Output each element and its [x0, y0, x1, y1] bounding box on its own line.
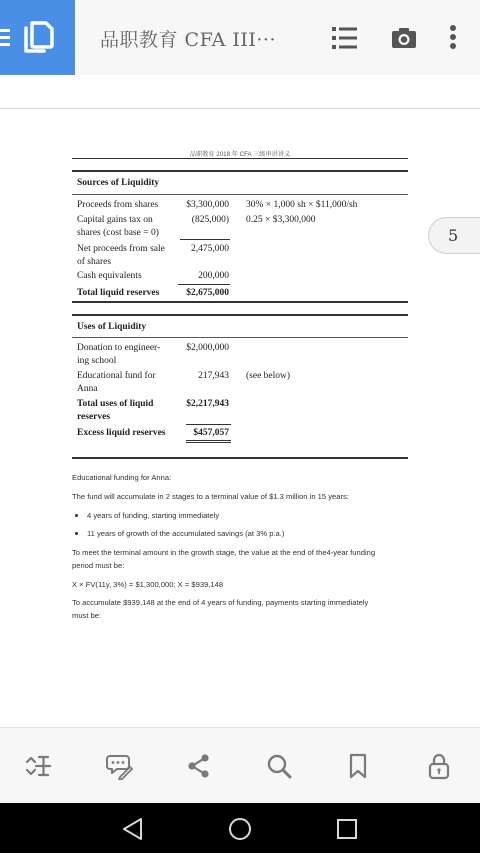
table-row-label: Cash equivalents [77, 271, 142, 281]
notes-bullet: 4 years of funding, starting immediately [87, 511, 220, 520]
table-total-label: Total liquid reserves [77, 288, 160, 298]
recents-button[interactable] [334, 816, 360, 842]
excess-double-rule [186, 440, 231, 441]
table-row-amount: $2,000,000 [186, 343, 229, 353]
back-icon [120, 816, 146, 842]
notes-growth: To meet the terminal amount in the growth stage, the value at the end of the4-year funding period must be: [72, 548, 376, 570]
bullet-dot [75, 514, 78, 517]
table-row-amount: 200,000 [198, 271, 229, 281]
table-row-amount: 217,943 [198, 371, 229, 381]
table-header-rule [72, 194, 408, 195]
camera-button[interactable] [390, 26, 418, 50]
home-button[interactable] [227, 816, 253, 842]
page-number-badge[interactable] [428, 217, 480, 254]
bookmark-button[interactable] [344, 752, 372, 780]
page-number: 5 [448, 226, 459, 245]
document-viewport[interactable] [0, 109, 480, 727]
ocr-scan-button[interactable] [24, 752, 52, 780]
notes-bullet: 11 years of growth of the accumulated savings (at 3% p.a.) [87, 529, 285, 538]
table-row-label: Capital gains tax on shares (cost base = 0) [77, 215, 159, 238]
search-button[interactable] [265, 752, 293, 780]
table-row-amount: 2,475,000 [191, 244, 229, 254]
table-row-note: 0.25 × $3,300,000 [246, 215, 316, 225]
table-row-label: Net proceeds from sale of shares [77, 244, 165, 267]
document-list-button[interactable] [0, 0, 75, 75]
share-button[interactable] [185, 752, 213, 780]
table-row-amount: (825,000) [191, 215, 229, 225]
home-icon [227, 816, 253, 842]
table-total-amount: $2,217,943 [186, 399, 229, 409]
table-total-amount: $2,675,000 [186, 288, 229, 298]
camera-icon [390, 26, 418, 50]
table-bottom-rule [72, 301, 408, 303]
ocr-scan-icon [24, 752, 52, 780]
excess-label: Excess liquid reserves [77, 428, 166, 438]
table-bottom-rule [72, 457, 408, 459]
sources-title: Sources of Liquidity [77, 178, 160, 188]
lock-button[interactable] [425, 752, 453, 780]
notes-equation: X × FV(11y, 3%) = $1,300,000; X = $939,148 [72, 580, 224, 589]
list-icon [329, 23, 361, 53]
app-top-bar [0, 0, 480, 75]
table-row-label: Donation to engineer- ing school [77, 343, 161, 366]
excess-amount: $457,057 [193, 428, 229, 438]
bullet-dot [75, 532, 78, 535]
table-total-label: Total uses of liquid reserves [77, 399, 154, 422]
table-row-note: (see below) [246, 371, 291, 381]
notes-heading: Educational funding for Anna: [72, 473, 172, 482]
notes-intro: The fund will accumulate in 2 stages to a terminal value of $1.3 million in 15 years: [72, 492, 349, 501]
recents-icon [334, 816, 360, 842]
table-row-note: 30% × 1,000 sh × $11,000/sh [246, 200, 358, 210]
search-icon [265, 752, 293, 780]
table-row-label: Proceeds from shares [77, 200, 159, 210]
more-vertical-icon [445, 23, 461, 53]
document-copy-icon [20, 18, 56, 58]
menu-icon [0, 29, 12, 47]
lock-icon [425, 752, 453, 780]
excess-double-rule [186, 442, 231, 443]
subtotal-rule [178, 284, 230, 285]
table-top-rule [72, 314, 408, 316]
table-row-label: Educational fund for Anna [77, 371, 156, 394]
notes-payments: To accumulate $939,148 at the end of 4 years of funding, payments starting immediately must be: [72, 598, 369, 620]
more-options-button[interactable] [445, 23, 461, 53]
uses-title: Uses of Liquidity [77, 322, 147, 332]
list-button[interactable] [329, 23, 361, 53]
running-header: 品职教育 2018 年 CFA 三级串讲讲义 [189, 151, 291, 158]
system-navigation-bar [0, 803, 480, 853]
excess-top-rule [186, 424, 231, 425]
share-icon [185, 752, 213, 780]
bottom-toolbar [0, 727, 480, 803]
document-title: 品职教育 CFA III··· [100, 29, 277, 51]
bookmark-icon [344, 752, 372, 780]
running-header-rule [72, 158, 408, 159]
annotate-button[interactable] [105, 752, 133, 780]
table-header-rule [72, 337, 408, 338]
table-top-rule [72, 170, 408, 172]
back-button[interactable] [120, 816, 146, 842]
subtotal-rule [180, 239, 230, 240]
table-row-amount: $3,300,000 [186, 200, 229, 210]
annotate-icon [105, 752, 133, 780]
